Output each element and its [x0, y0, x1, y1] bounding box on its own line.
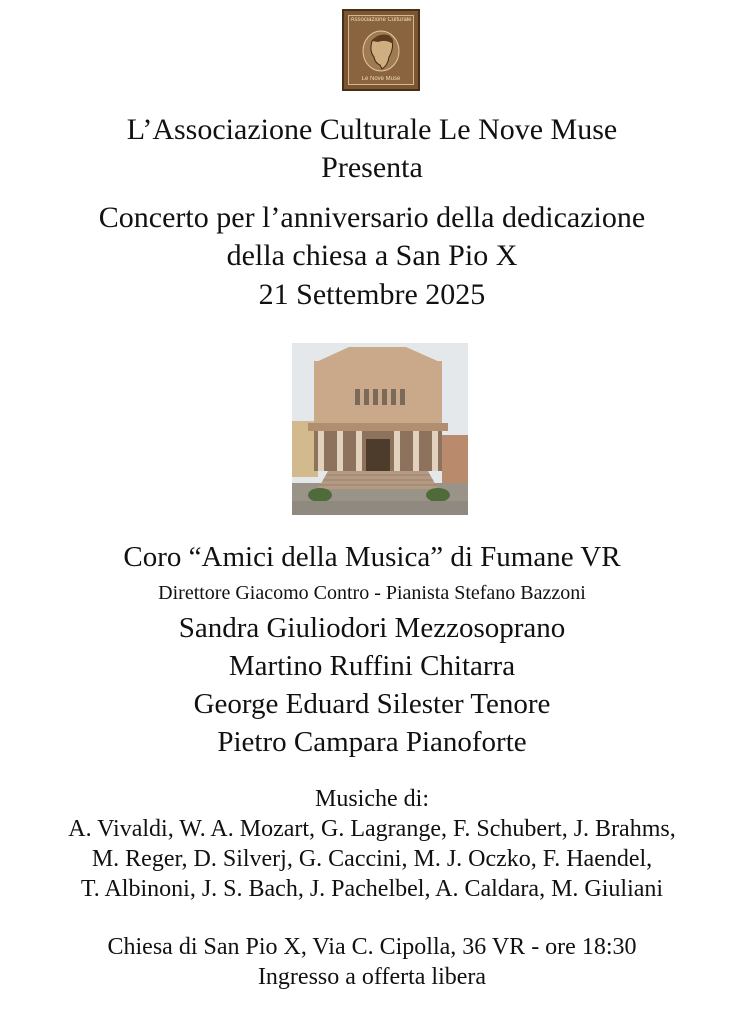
soloist-line: Pietro Campara Pianoforte	[217, 726, 527, 758]
composers-line: M. Reger, D. Silverj, G. Caccini, M. J. Oczko, F. Haendel,	[91, 846, 653, 872]
soloist-line: Sandra Giuliodori Mezzosoprano	[178, 612, 566, 644]
choir-line: Coro “Amici della Musica” di Fumane VR	[123, 541, 621, 573]
soloist-line: George Eduard Silester Tenore	[193, 688, 551, 720]
soloist-line: Martino Ruffini Chitarra	[228, 650, 516, 682]
organizer-line: L’Associazione Culturale Le Nove Muse	[126, 113, 618, 146]
association-logo	[342, 9, 420, 91]
directors-line: Direttore Giacomo Contro - Pianista Stefano Bazzoni	[158, 582, 586, 604]
logo-top-text: Associazione Culturale	[350, 17, 412, 23]
event-date: 21 Settembre 2025	[258, 278, 486, 311]
composers-line: A. Vivaldi, W. A. Mozart, G. Lagrange, F. Schubert, J. Brahms,	[68, 816, 676, 842]
logo-bottom-text: Le Nove Muse	[361, 76, 401, 82]
composers-line: T. Albinoni, J. S. Bach, J. Pachelbel, A. Caldara, M. Giuliani	[80, 876, 664, 902]
venue-address: Chiesa di San Pio X, Via C. Cipolla, 36 VR - ore 18:30	[107, 934, 637, 960]
music-heading: Musiche di:	[315, 786, 429, 812]
church-image	[292, 343, 468, 515]
presents-line: Presenta	[321, 151, 423, 184]
entry-info: Ingresso a offerta libera	[257, 964, 487, 990]
church-photo	[292, 343, 468, 515]
event-title-line-2: della chiesa a San Pio X	[226, 239, 518, 272]
event-title-line-1: Concerto per l’anniversario della dedicazione	[98, 201, 646, 234]
